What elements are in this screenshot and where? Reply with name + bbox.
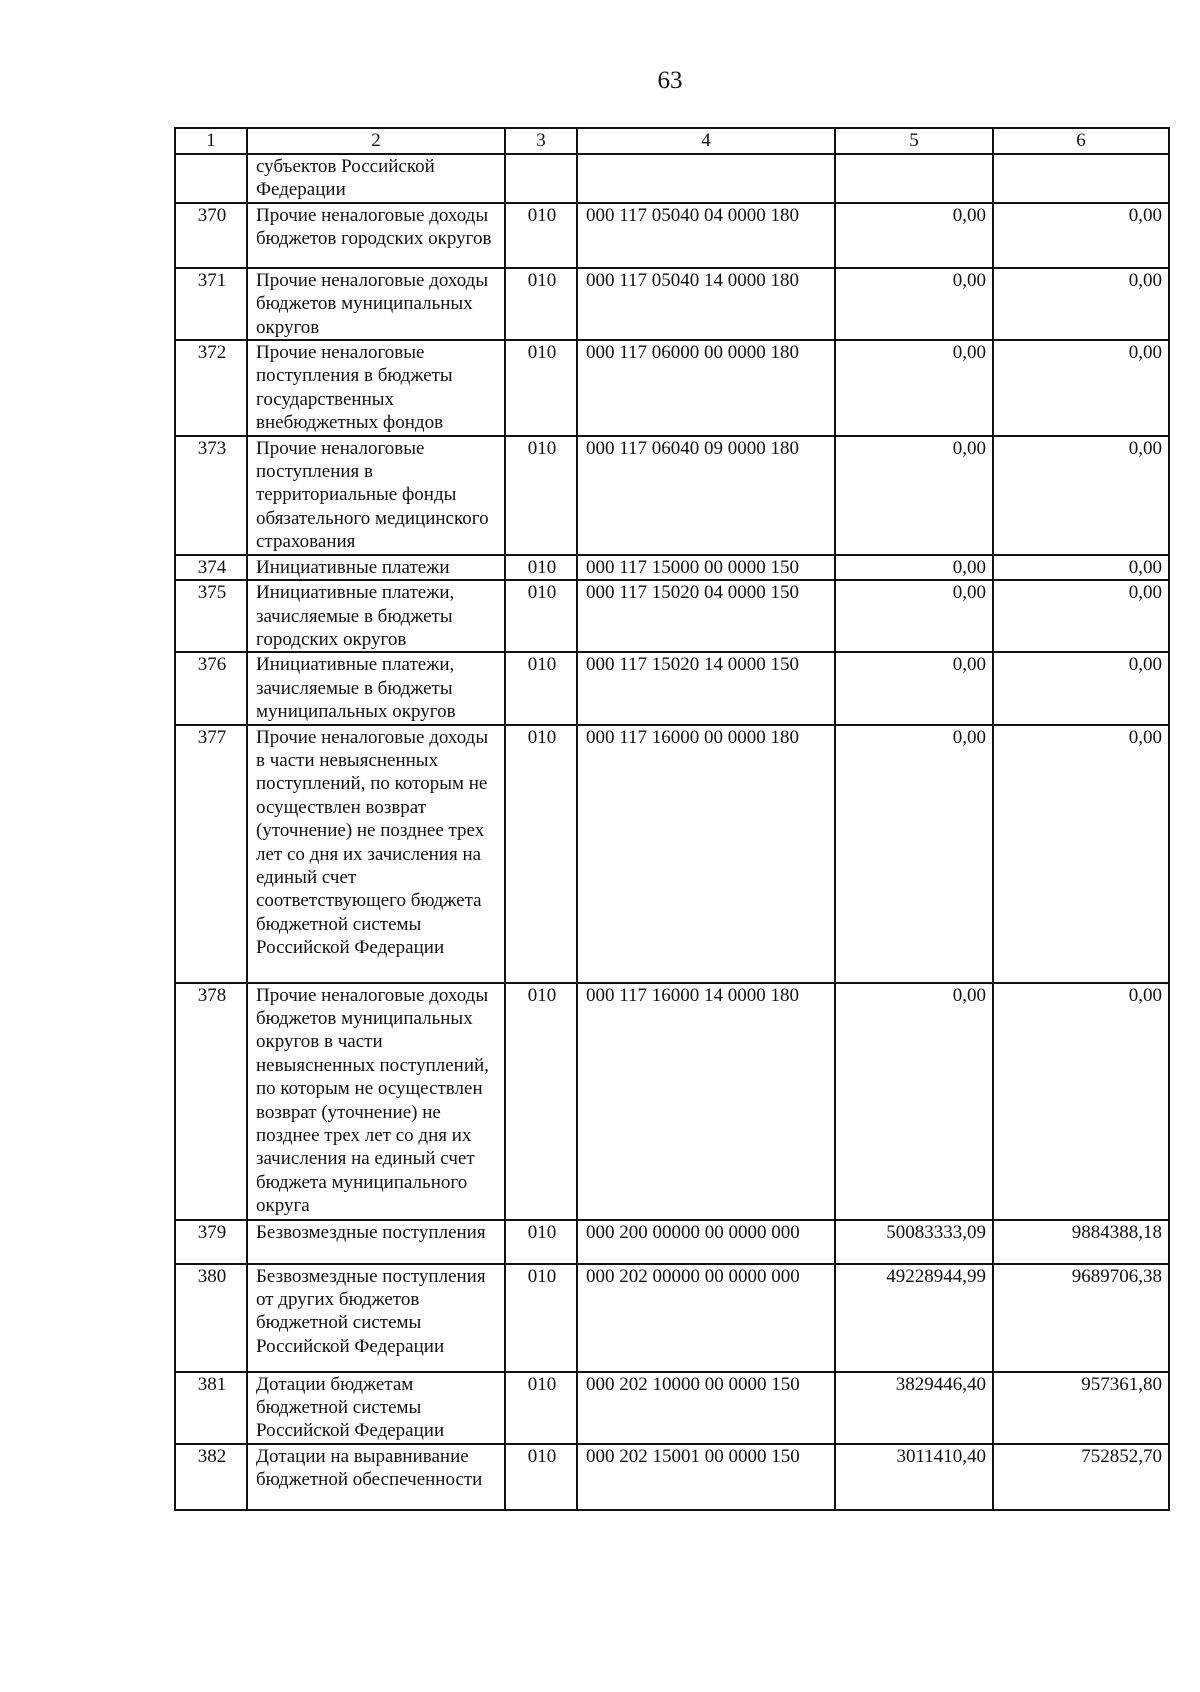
amount-column-5-cell: 0,00 xyxy=(835,652,993,724)
amount-column-5-cell: 3011410,40 xyxy=(835,1444,993,1510)
amount-column-6-cell: 0,00 xyxy=(993,652,1169,724)
amount-column-6-cell: 9884388,18 xyxy=(993,1220,1169,1264)
table-row xyxy=(175,1444,1169,1510)
row-number-cell: 375 xyxy=(175,580,247,652)
table-row xyxy=(175,436,1169,555)
amount-column-6-cell: 957361,80 xyxy=(993,1372,1169,1444)
row-number-cell: 379 xyxy=(175,1220,247,1264)
row-name-cell: Прочие неналоговые доходы бюджетов городских округов xyxy=(247,203,505,268)
row-code-cell: 010 xyxy=(505,580,577,652)
amount-column-5-cell: 0,00 xyxy=(835,436,993,555)
row-number-cell: 381 xyxy=(175,1372,247,1444)
row-code-cell: 010 xyxy=(505,1444,577,1510)
amount-column-6-cell: 0,00 xyxy=(993,340,1169,436)
row-name-cell: субъектов Российской Федерации xyxy=(247,154,505,203)
row-number-cell: 373 xyxy=(175,436,247,555)
table-row xyxy=(175,652,1169,724)
budget-classification-code-cell: 000 117 16000 14 0000 180 xyxy=(577,983,835,1220)
row-name-cell: Прочие неналоговые доходы бюджетов муниципальных округов в части невыясненных поступлений, по которым не осуществлен возврат (уточнение) не позднее трех лет со дня их зачисления на единый счет бюджета муниципального округа xyxy=(247,983,505,1220)
row-number-cell: 378 xyxy=(175,983,247,1220)
amount-column-6-cell: 0,00 xyxy=(993,555,1169,580)
budget-classification-code-cell xyxy=(577,154,835,203)
table-row xyxy=(175,154,1169,203)
budget-classification-code-cell: 000 117 15000 00 0000 150 xyxy=(577,555,835,580)
table-row xyxy=(175,555,1169,580)
amount-column-5-cell: 50083333,09 xyxy=(835,1220,993,1264)
budget-classification-code-cell: 000 202 00000 00 0000 000 xyxy=(577,1264,835,1372)
row-code-cell xyxy=(505,154,577,203)
table-body xyxy=(175,154,1169,1510)
amount-column-6-cell: 9689706,38 xyxy=(993,1264,1169,1372)
row-number-cell: 371 xyxy=(175,268,247,340)
budget-classification-code-cell: 000 117 05040 14 0000 180 xyxy=(577,268,835,340)
row-code-cell: 010 xyxy=(505,1264,577,1372)
table-row xyxy=(175,340,1169,436)
row-number-cell: 382 xyxy=(175,1444,247,1510)
budget-classification-code-cell: 000 202 15001 00 0000 150 xyxy=(577,1444,835,1510)
column-header: 4 xyxy=(577,128,835,154)
budget-classification-code-cell: 000 117 06000 00 0000 180 xyxy=(577,340,835,436)
row-code-cell: 010 xyxy=(505,203,577,268)
table-row xyxy=(175,580,1169,652)
table-row xyxy=(175,1220,1169,1264)
amount-column-6-cell: 0,00 xyxy=(993,983,1169,1220)
row-name-cell: Прочие неналоговые доходы в части невыясненных поступлений, по которым не осуществлен возврат (уточнение) не позднее трех лет со дня их зачисления на единый счет соответствующего бюджета бюджетной системы Российской Федерации xyxy=(247,725,505,983)
row-name-cell: Дотации на выравнивание бюджетной обеспеченности xyxy=(247,1444,505,1510)
amount-column-6-cell: 0,00 xyxy=(993,268,1169,340)
amount-column-5-cell: 49228944,99 xyxy=(835,1264,993,1372)
row-number-cell: 370 xyxy=(175,203,247,268)
column-header: 1 xyxy=(175,128,247,154)
column-header: 2 xyxy=(247,128,505,154)
table-row xyxy=(175,268,1169,340)
table-row xyxy=(175,1372,1169,1444)
row-code-cell: 010 xyxy=(505,983,577,1220)
budget-classification-code-cell: 000 117 05040 04 0000 180 xyxy=(577,203,835,268)
row-number-cell: 376 xyxy=(175,652,247,724)
row-number-cell: 377 xyxy=(175,725,247,983)
row-number-cell: 372 xyxy=(175,340,247,436)
row-code-cell: 010 xyxy=(505,268,577,340)
amount-column-5-cell: 0,00 xyxy=(835,203,993,268)
amount-column-6-cell: 0,00 xyxy=(993,725,1169,983)
row-name-cell: Инициативные платежи xyxy=(247,555,505,580)
amount-column-6-cell: 0,00 xyxy=(993,203,1169,268)
amount-column-6-cell: 0,00 xyxy=(993,580,1169,652)
row-name-cell: Дотации бюджетам бюджетной системы Российской Федерации xyxy=(247,1372,505,1444)
row-code-cell: 010 xyxy=(505,1220,577,1264)
budget-classification-code-cell: 000 200 00000 00 0000 000 xyxy=(577,1220,835,1264)
amount-column-5-cell: 0,00 xyxy=(835,983,993,1220)
row-code-cell: 010 xyxy=(505,1372,577,1444)
row-name-cell: Инициативные платежи, зачисляемые в бюджеты муниципальных округов xyxy=(247,652,505,724)
row-name-cell: Прочие неналоговые поступления в территориальные фонды обязательного медицинского страхования xyxy=(247,436,505,555)
budget-classification-code-cell: 000 117 06040 09 0000 180 xyxy=(577,436,835,555)
table-row xyxy=(175,1264,1169,1372)
budget-classification-code-cell: 000 117 16000 00 0000 180 xyxy=(577,725,835,983)
budget-income-table xyxy=(174,127,1170,1511)
amount-column-5-cell xyxy=(835,154,993,203)
amount-column-5-cell: 0,00 xyxy=(835,725,993,983)
row-number-cell: 380 xyxy=(175,1264,247,1372)
row-code-cell: 010 xyxy=(505,436,577,555)
row-name-cell: Прочие неналоговые доходы бюджетов муниципальных округов xyxy=(247,268,505,340)
amount-column-6-cell: 752852,70 xyxy=(993,1444,1169,1510)
column-header: 3 xyxy=(505,128,577,154)
table-row xyxy=(175,983,1169,1220)
amount-column-6-cell: 0,00 xyxy=(993,436,1169,555)
row-code-cell: 010 xyxy=(505,725,577,983)
amount-column-5-cell: 3829446,40 xyxy=(835,1372,993,1444)
table-row xyxy=(175,203,1169,268)
amount-column-5-cell: 0,00 xyxy=(835,555,993,580)
row-name-cell: Безвозмездные поступления от других бюджетов бюджетной системы Российской Федерации xyxy=(247,1264,505,1372)
amount-column-5-cell: 0,00 xyxy=(835,580,993,652)
row-code-cell: 010 xyxy=(505,555,577,580)
row-name-cell: Инициативные платежи, зачисляемые в бюджеты городских округов xyxy=(247,580,505,652)
row-number-cell: 374 xyxy=(175,555,247,580)
row-name-cell: Прочие неналоговые поступления в бюджеты государственных внебюджетных фондов xyxy=(247,340,505,436)
column-header: 6 xyxy=(993,128,1169,154)
page-number: 63 xyxy=(657,67,683,94)
amount-column-6-cell xyxy=(993,154,1169,203)
row-code-cell: 010 xyxy=(505,340,577,436)
column-header: 5 xyxy=(835,128,993,154)
amount-column-5-cell: 0,00 xyxy=(835,340,993,436)
amount-column-5-cell: 0,00 xyxy=(835,268,993,340)
table-row xyxy=(175,725,1169,983)
budget-classification-code-cell: 000 117 15020 14 0000 150 xyxy=(577,652,835,724)
budget-classification-code-cell: 000 117 15020 04 0000 150 xyxy=(577,580,835,652)
row-code-cell: 010 xyxy=(505,652,577,724)
row-name-cell: Безвозмездные поступления xyxy=(247,1220,505,1264)
column-number-header-row xyxy=(175,128,1169,154)
row-number-cell xyxy=(175,154,247,203)
budget-classification-code-cell: 000 202 10000 00 0000 150 xyxy=(577,1372,835,1444)
